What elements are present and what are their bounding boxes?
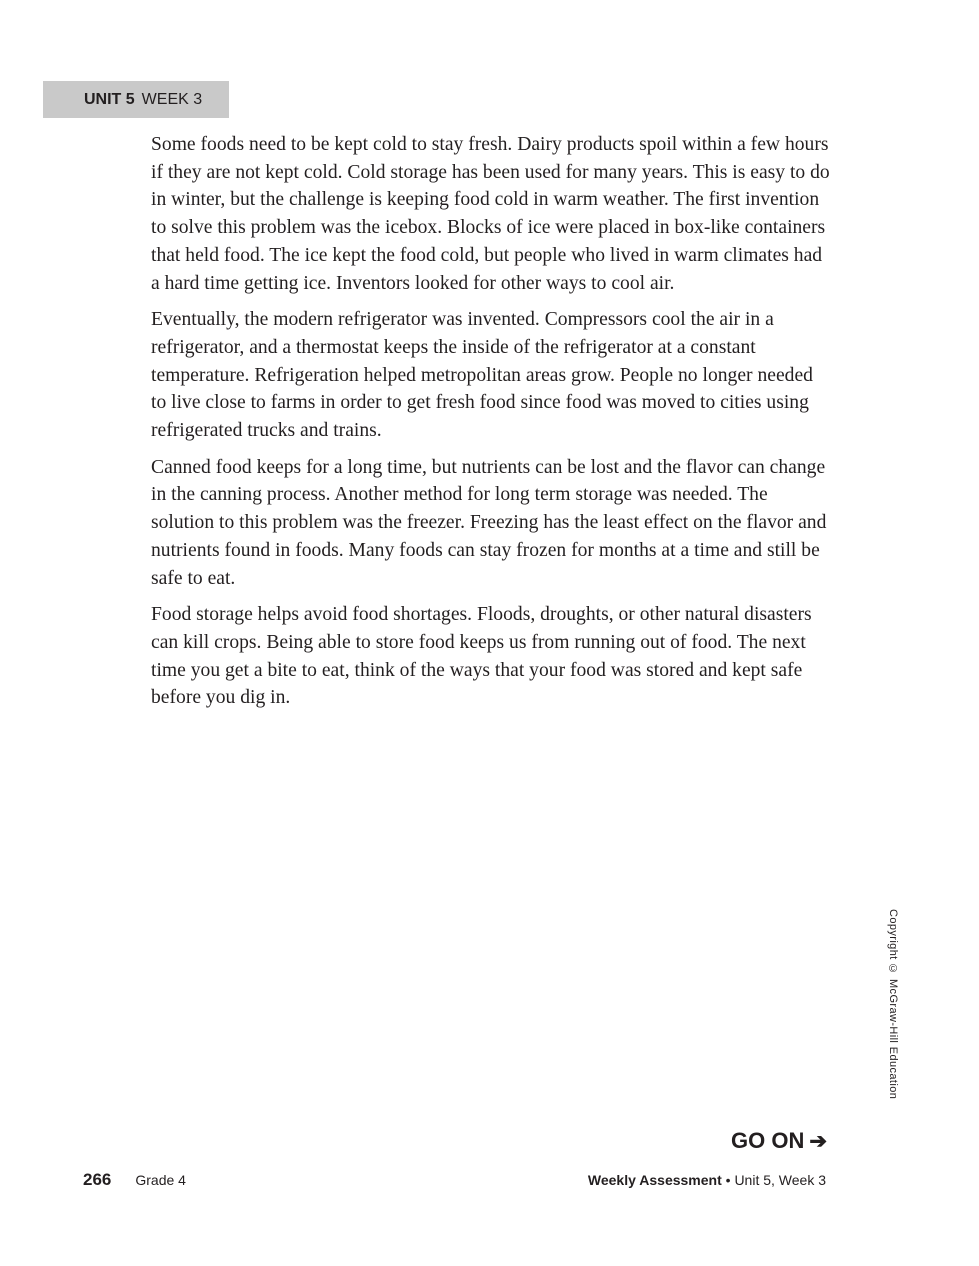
- unit-week-label: Unit 5, Week 3: [734, 1172, 826, 1188]
- paragraph-1: Some foods need to be kept cold to stay fresh. Dairy products spoil within a few hours if they are not kept cold. Cold storage has been used for many years. This is easy to do in winter, but the challenge is keeping food cold in warm weather. The first invention to solve this problem was the icebox. Blocks of ice were placed in box-like containers that held food. The ice kept the food cold, but people who lived in warm climates had a hard time getting ice. Inventors looked for other ways to cool air.: [151, 134, 830, 294]
- unit-label: UNIT 5: [84, 90, 135, 108]
- copyright-notice: Copyright © McGraw-Hill Education: [887, 909, 899, 1100]
- assessment-title: Weekly Assessment: [587, 1172, 722, 1188]
- grade-label: Grade 4: [135, 1172, 186, 1188]
- page-number: 266: [83, 1170, 112, 1189]
- paragraph-3: Canned food keeps for a long time, but nutrients can be lost and the flavor can change in the canning process. Another method for long term storage was needed. The solution to this problem was the freezer. Freezing has the least effect on the flavor and nutrients found in foods. Many foods can stay frozen for months at a time and still be safe to eat.: [151, 456, 827, 589]
- article-body: [151, 131, 831, 721]
- paragraph-2: Eventually, the modern refrigerator was invented. Compressors cool the air in a refrigerator, and a thermostat keeps the inside of the refrigerator at a constant temperature. Refrigeration helped metropolitan areas grow. People no longer needed to live close to farms in order to get fresh food since food was moved to cities using refrigerated trucks and trains.: [151, 309, 813, 442]
- paragraph-4: Food storage helps avoid food shortages. Floods, droughts, or other natural disasters can kill crops. Being able to store food keeps us from running out of food. The next time you get a bite to eat, think of the ways that your food was stored and kept safe before you dig in.: [151, 604, 812, 709]
- week-label: WEEK 3: [141, 90, 203, 108]
- footer-separator: •: [725, 1172, 731, 1188]
- unit-week-tab: [43, 81, 229, 118]
- go-on-indicator: [731, 1128, 827, 1154]
- go-on-label: GO ON: [731, 1128, 805, 1153]
- footer-right: [588, 1172, 826, 1188]
- footer-left: [83, 1170, 186, 1190]
- arrow-right-icon: ➔: [809, 1129, 827, 1153]
